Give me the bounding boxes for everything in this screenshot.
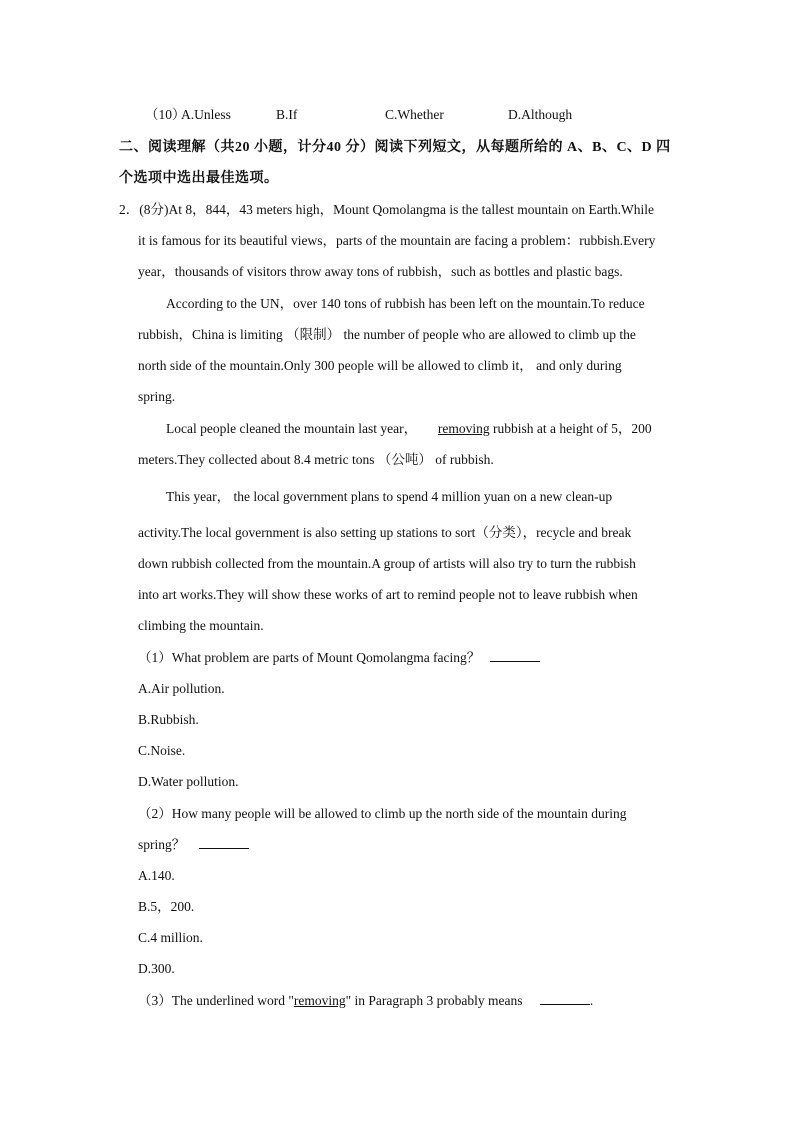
underlined-word-removing: removing	[437, 421, 490, 436]
passage-p2-line1: According to the UN，over 140 tons of rubbish has been left on the mountain.To reduce	[166, 296, 645, 311]
passage-p2-line4: spring.	[138, 389, 176, 404]
q1-stem-text: （1）What problem are parts of Mount Qomolangma facing？	[138, 650, 481, 665]
passage-p3-line2: meters.They collected about 8.4 metric tons （公吨） of rubbish.	[138, 452, 494, 467]
q2-option-b: B.5，200.	[138, 899, 195, 914]
question-2-stem-line2	[138, 836, 249, 854]
answer-blank-q3[interactable]	[540, 992, 590, 1005]
p3-text-before: Local people cleaned the mountain last year，	[166, 421, 418, 436]
q1-option-b: B.Rubbish.	[138, 712, 199, 727]
p3-text-after: rubbish at a height of 5，200	[493, 421, 652, 436]
q1-option-a: A.Air pollution.	[138, 681, 225, 696]
q3-text-before: （3）The underlined word "	[138, 993, 294, 1008]
q2-stem-text: spring？	[138, 837, 186, 852]
q10-option-c: C.Whether	[385, 107, 444, 122]
q2-option-c: C.4 million.	[138, 930, 203, 945]
passage-p4-line2: activity.The local government is also setting up stations to sort（分类），recycle and break	[138, 525, 632, 540]
passage-p4-line3: down rubbish collected from the mountain.A group of artists will also try to turn the rubbish	[138, 556, 636, 571]
passage-p1-line3: year，thousands of visitors throw away tons of rubbish，such as bottles and plastic bags.	[138, 264, 623, 279]
passage-p4-line1: This year， the local government plans to spend 4 million yuan on a new clean-up	[166, 489, 613, 504]
q2-option-d: D.300.	[138, 961, 175, 976]
section-heading-line2: 个选项中选出最佳选项。	[119, 171, 279, 186]
q3-text-after: " in Paragraph 3 probably means	[345, 993, 523, 1008]
q10-option-a: A.Unless	[181, 107, 231, 122]
section-heading-line1: 二、阅读理解（共20 小题，计分40 分）阅读下列短文，从每题所给的 A、B、C、D 四	[119, 140, 671, 155]
passage-p1-line1: 2．(8分)At 8，844，43 meters high，Mount Qomolangma is the tallest mountain on Earth.While	[119, 202, 655, 217]
passage-p2-line3: north side of the mountain.Only 300 people will be allowed to climb it， and only during	[138, 358, 622, 373]
q2-stem-line1: （2）How many people will be allowed to climb up the north side of the mountain during	[138, 806, 627, 821]
passage-p2-line2: rubbish，China is limiting （限制） the number of people who are allowed to climb up the	[138, 327, 636, 342]
q3-end: .	[589, 993, 594, 1008]
q3-underlined-word: removing	[293, 993, 346, 1008]
answer-blank-q2[interactable]	[199, 836, 249, 849]
q10-number: （10）	[145, 107, 186, 122]
q2-option-a: A.140.	[138, 868, 175, 883]
passage-p1-line2: it is famous for its beautiful views，parts of the mountain are facing a problem：rubbish.Every	[138, 233, 656, 248]
passage-p3-line1	[166, 420, 652, 438]
passage-p4-line4: into art works.They will show these works of art to remind people not to leave rubbish when	[138, 587, 638, 602]
answer-blank-q1[interactable]	[490, 649, 540, 662]
q1-option-d: D.Water pollution.	[138, 774, 239, 789]
q10-option-d: D.Although	[508, 107, 573, 122]
q1-option-c: C.Noise.	[138, 743, 186, 758]
passage-p4-line5: climbing the mountain.	[138, 618, 264, 633]
question-1-stem	[138, 649, 540, 667]
q10-option-b: B.If	[276, 107, 298, 122]
question-3-stem	[138, 992, 593, 1010]
